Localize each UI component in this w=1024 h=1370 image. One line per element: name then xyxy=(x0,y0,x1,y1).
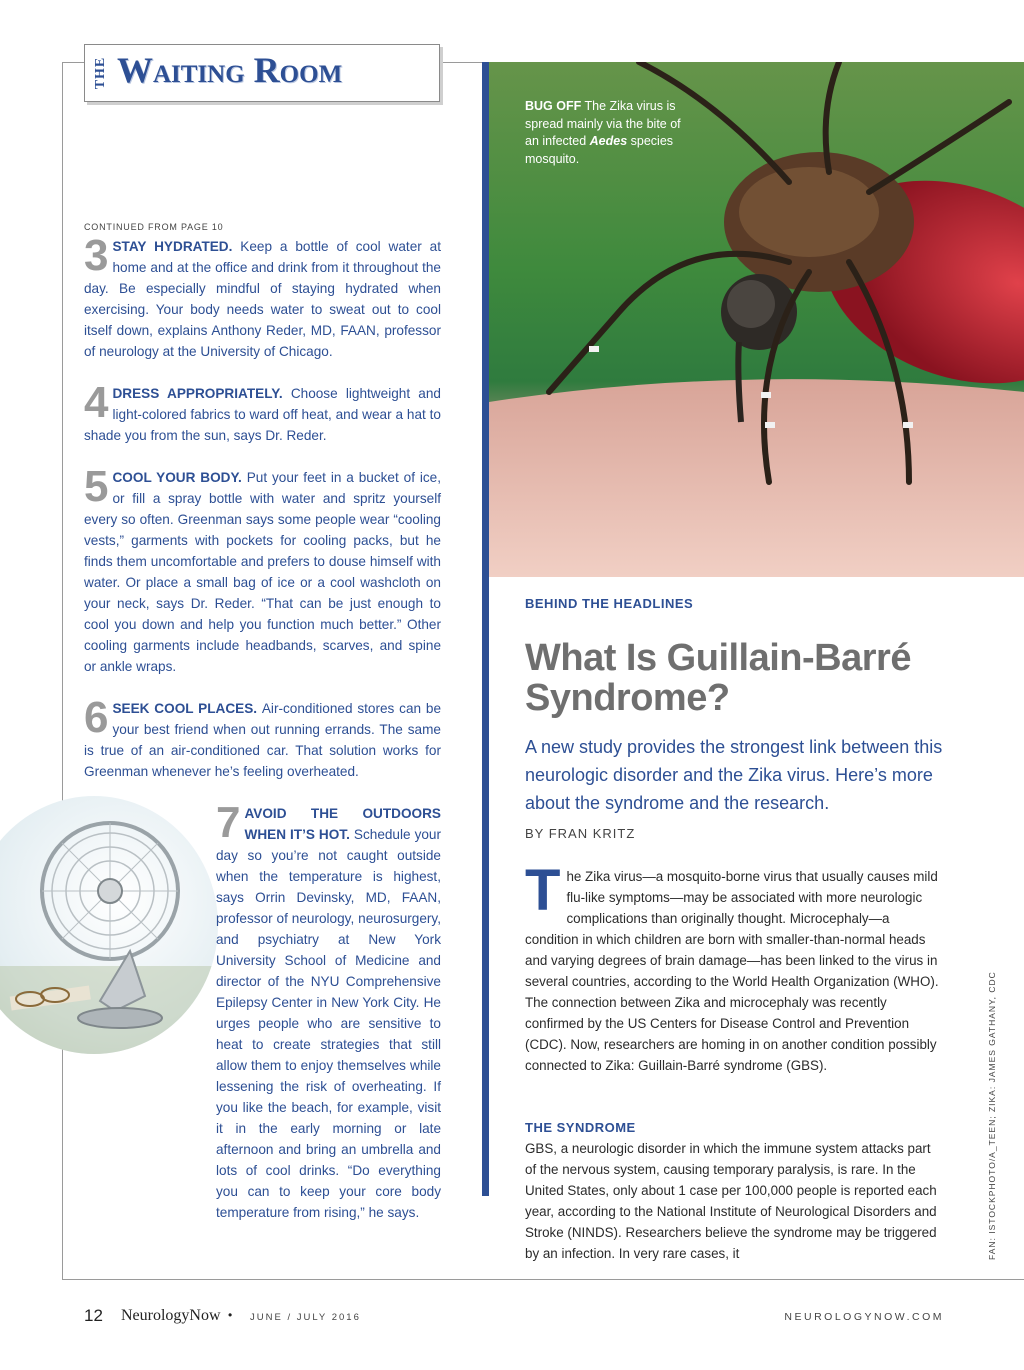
tip-item xyxy=(84,798,442,1223)
tip-item xyxy=(84,231,441,362)
page-number: 12 xyxy=(84,1306,103,1325)
tip-body: Choose lightweight and light-colored fabrics to ward off heat, and wear a hat to shade you from the sun, says Dr. Reder. xyxy=(84,386,441,443)
tip-number: 4 xyxy=(84,378,109,427)
photo-caption xyxy=(525,98,695,168)
tip-heading: AVOID THE OUTDOORS WHEN IT’S HOT. xyxy=(244,806,441,842)
website-link[interactable]: NEUROLOGYNOW.COM xyxy=(784,1311,944,1323)
tip-body: Air-conditioned stores can be your best friend when out running errands. The same is true of an air-conditioned car. That solution works for Greenman whenever he’s feeling overheated. xyxy=(84,701,441,779)
article-subhead: THE SYNDROME xyxy=(525,1120,636,1135)
tip-body: Schedule your day so you’re not caught outside when the temperature is highest, says Orrin Devinsky, MD, FAAN, professor of neurology, neurosurgery, and psychiatry at New York University School of Medicine and director of the NYU Comprehensive Epilepsy Center in New York City. He urges people who are sensitive to heat to create strategies that still allow them to enjoy themselves while lessening the risk of overheating. If you like the beach, for example, visit it in the early morning or late afternoon and bring an umbrella and lots of cool drinks. “Do everything you can to keep your core body temperature from rising,” he says. xyxy=(216,827,442,1220)
tip-number: 7 xyxy=(216,798,241,847)
byline: BY FRAN KRITZ xyxy=(525,826,636,841)
paragraph-text: GBS, a neurologic disorder in which the immune system attacks part of the nervous system, causing temporary paralysis, is rare. In the United States, only about 1 case per 100,000 people is reported each year, according to the National Institute of Neurological Disorders and Stroke (NINDS). Researchers believe the syndrome may be triggered by an infection. In very rare cases, it xyxy=(525,1141,937,1261)
footer-bullet: • xyxy=(228,1308,233,1322)
caption-text: The Zika virus is spread mainly via the bite of an infected xyxy=(525,99,681,148)
frame-bottom-line xyxy=(62,1279,1024,1280)
paragraph-text: he Zika virus—a mosquito-borne virus that usually causes mild flu-like symptoms—may be associated with more neurologic complications than originally thought. Microcephaly—a condition in which children are born with smaller-than-normal heads and varying degrees of brain damage—has been linked to the virus in several countries, according to the World Health Organization (WHO). The connection between Zika and microcephaly was recently confirmed by the US Centers for Disease Control and Prevention (CDC). Now, researchers are homing in on another condition possibly connected to Zika: Guillain-Barré syndrome (GBS). xyxy=(525,869,939,1073)
tip-body: Put your feet in a bucket of ice, or fill a spray bottle with water and spritz yourself every so often. Greenman says some people wear “cooling vests,” garments with pockets for cooling packs, but he finds them uncomfortable and prefers to douse himself with water. Or place a small bag of ice or a cool washcloth on your neck, says Dr. Reder. “That can be just enough to cool you down and help you function much better.” Other cooling garments include headbands, scarves, and spine or ankle wraps. xyxy=(84,470,441,674)
tip-item xyxy=(84,693,441,782)
caption-lead: BUG OFF xyxy=(525,99,582,113)
column-divider xyxy=(482,62,489,1196)
page-footer xyxy=(0,1306,1024,1330)
issue-date: JUNE / JULY 2016 xyxy=(250,1312,361,1323)
caption-text-end: species mosquito. xyxy=(525,134,674,166)
tip-heading: DRESS APPROPRIATELY. xyxy=(112,386,283,401)
caption-genus: Aedes xyxy=(589,134,628,148)
article-paragraph xyxy=(525,858,943,1076)
tip-number: 5 xyxy=(84,462,109,511)
frame-left-line xyxy=(62,62,63,1280)
masthead-title: Waiting Room xyxy=(117,50,343,90)
drop-cap: T xyxy=(525,858,561,923)
tip-item xyxy=(84,462,441,677)
article-dek: A new study provides the strongest link between this neurologic disorder and the Zika virus. Here’s more about the syndrome and the research. xyxy=(525,737,943,813)
article-headline: What Is Guillain-Barré Syndrome? xyxy=(525,637,911,719)
masthead xyxy=(84,44,440,102)
masthead-the: THE xyxy=(93,56,108,90)
tip-body: Keep a bottle of cool water at home and at the office and drink from it throughout the day. Be especially mindful of staying hydrated when exercising. Your body needs water to sweat out to cool itself down, explains Anthony Reder, MD, FAAN, professor of neurology at the University of Chicago. xyxy=(84,239,441,359)
tip-heading: COOL YOUR BODY. xyxy=(112,470,242,485)
tip-heading: SEEK COOL PLACES. xyxy=(112,701,258,716)
article-paragraph xyxy=(525,1138,943,1264)
tip-number: 3 xyxy=(84,231,109,280)
section-kicker: BEHIND THE HEADLINES xyxy=(525,596,694,611)
continued-note: CONTINUED FROM PAGE 10 xyxy=(84,222,224,232)
tip-heading: STAY HYDRATED. xyxy=(112,239,233,254)
tip-number: 6 xyxy=(84,693,109,742)
tip-item xyxy=(84,378,441,446)
publication-name: NeurologyNow xyxy=(121,1307,221,1324)
photo-credit: FAN: ISTOCKPHOTO/A_TEEN; ZIKA: JAMES GATHANY, CDC xyxy=(987,971,997,1260)
